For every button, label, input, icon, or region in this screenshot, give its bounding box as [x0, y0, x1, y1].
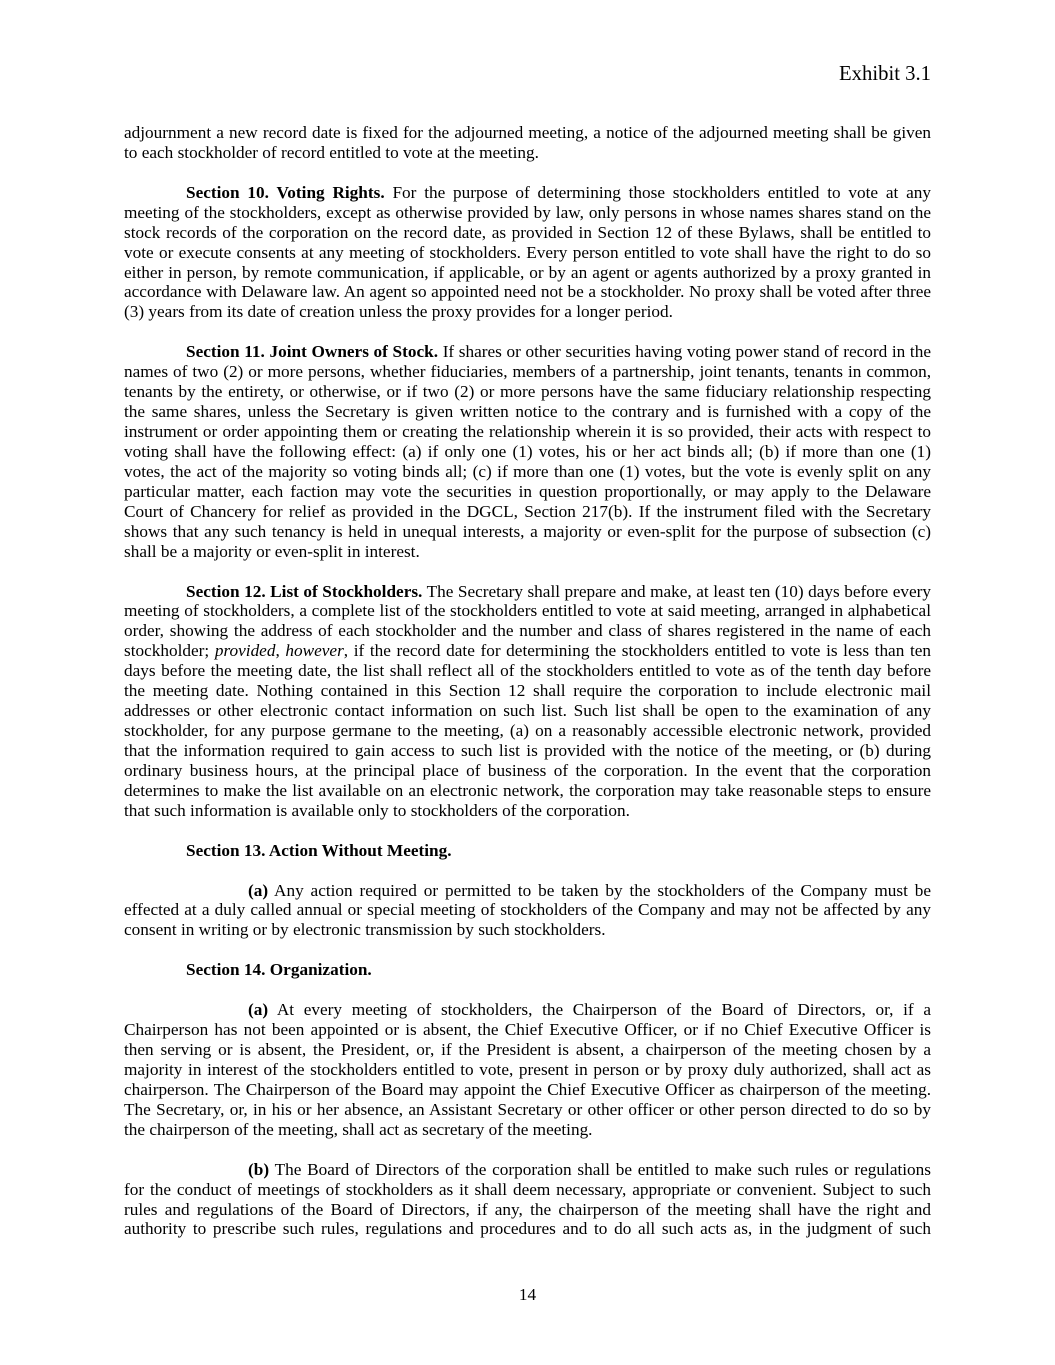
line-text: At every meeting of stockholders, the Chairperson of the Board of Directors, or, if a: [276, 1000, 931, 1020]
line-text: The Board of Directors of the corporation shall be entitled to make such rules or regulations: [274, 1159, 931, 1179]
section-13-heading-block: [124, 841, 931, 861]
section-14-heading-block: [124, 960, 931, 980]
text-line: order, showing the address of each stockholder and the number and class of shares registered in the name of each: [124, 621, 931, 641]
line-text: Any action required or permitted to be taken by the stockholders of the Company must be: [274, 880, 931, 900]
italic-term-provided: provided: [214, 641, 276, 661]
section-heading: Section 12. List of Stockholders.: [186, 581, 423, 601]
text-line: votes, the act of the majority so voting binds all; (c) if more than one (1) votes, but the vote is evenly split on any: [124, 461, 931, 481]
text-line: to each stockholder of record entitled to vote at the meeting.: [124, 142, 539, 162]
paragraph-continuation: [124, 123, 931, 163]
text-line: for the conduct of meetings of stockholders as it shall deem necessary, appropriate or convenient. Subject to such: [124, 1179, 931, 1199]
line-text: stockholder;: [124, 641, 210, 661]
subsection-label: (b): [248, 1159, 270, 1179]
text-line: accordance with Delaware law. An agent so appointed need not be a stockholder. No proxy shall be voted after three: [124, 282, 931, 302]
section-heading: Section 11. Joint Owners of Stock.: [186, 342, 439, 362]
section-11-paragraph: [124, 342, 931, 561]
text-line: shows that any such tenancy is held in unequal interests, a majority or even-split for the purpose of subsection (c): [124, 521, 931, 541]
text-line: [124, 881, 931, 901]
line-text: For the purpose of determining those stockholders entitled to vote at any: [392, 182, 931, 202]
section-12-paragraph: [124, 582, 931, 821]
subsection-label: (a): [248, 880, 269, 900]
text-line: authority to prescribe such rules, regulations and procedures and to do all such acts as, in the judgment of such: [124, 1219, 931, 1239]
text-line: vote or execute consents at any meeting of stockholders. Every person entitled to vote shall have the right to do so: [124, 242, 931, 262]
subsection-label: (a): [248, 1000, 269, 1020]
text-line: [124, 183, 931, 203]
text-line: determines to make the list available on an electronic network, the corporation may take reasonable steps to ensure: [124, 780, 931, 800]
section-heading: Section 13. Action Without Meeting.: [186, 840, 452, 860]
text-line: ordinary business hours, at the principal place of business of the corporation. In the event that the corporation: [124, 760, 931, 780]
italic-term-however: however: [285, 641, 344, 661]
text-line: rules and regulations of the Board of Directors, if any, the chairperson of the meeting shall have the right and: [124, 1199, 931, 1219]
text-line: Court of Chancery for relief as provided in the DGCL, Section 217(b). If the instrument filed with the Secretary: [124, 501, 931, 521]
text-line: the same shares, unless the Secretary is given written notice to the contrary and is furnished with a copy of the: [124, 402, 931, 422]
text-line: [124, 641, 931, 661]
text-line: majority in interest of the stockholders entitled to vote, present in person or by proxy duly authorized, shall act as: [124, 1059, 931, 1079]
text-line: adjournment a new record date is fixed for the adjourned meeting, a notice of the adjourned meeting shall be given: [124, 123, 931, 142]
text-line: [124, 1160, 931, 1180]
text-line: meeting of the stockholders, except as otherwise provided by law, only persons in whose names shares stand on the: [124, 202, 931, 222]
text-line: instrument or order appointing them or creating the relationship wherein it is so provided, their acts with respect to: [124, 422, 931, 442]
text-line: names of two (2) or more persons, whether fiduciaries, members of a partnership, joint tenants, tenants in common,: [124, 362, 931, 382]
text-line: [124, 582, 931, 602]
text-line: Chairperson has not been appointed or is absent, the Chief Executive Officer, or if no Chief Executive Officer is: [124, 1020, 931, 1040]
line-text: ,: [275, 641, 280, 661]
text-line: the chairperson of the meeting, shall act as secretary of the meeting.: [124, 1119, 593, 1139]
section-14-subsection-a: [124, 1000, 931, 1140]
text-line: days before the meeting date, the list shall reflect all of the stockholders entitled to vote as of the tenth day before: [124, 661, 931, 681]
text-line: voting shall have the following effect: (a) if only one (1) votes, his or her act binds all; (b) if more than one (1): [124, 441, 931, 461]
text-line: then serving or is absent, the President, or, if the President is absent, a chairperson of the meeting chosen by a: [124, 1040, 931, 1060]
section-heading: Section 14. Organization.: [186, 960, 372, 980]
line-text: If shares or other securities having voting power stand of record in the: [442, 342, 931, 362]
text-line: The Secretary, or, in his or her absence, an Assistant Secretary or other officer or other person directed to do so by: [124, 1099, 931, 1119]
document-body: [124, 123, 931, 1259]
text-line: shall be a majority or even-split in interest.: [124, 541, 420, 561]
text-line: tenants by the entirety, or otherwise, or if two (2) or more persons have the same fiduciary relationship respecting: [124, 382, 931, 402]
text-line: [124, 342, 931, 362]
text-line: addresses or other electronic contact information on such list. Such list shall be open to the examination of any: [124, 701, 931, 721]
text-line: (3) years from its date of creation unless the proxy provides for a longer period.: [124, 302, 673, 322]
text-line: chairperson. The Chairperson of the Board may appoint the Chief Executive Officer as chairperson of the meeting.: [124, 1079, 931, 1099]
text-line: [124, 1000, 931, 1020]
text-line: particular matter, each faction may vote the securities in question proportionally, or may apply to the Delaware: [124, 481, 931, 501]
exhibit-label: Exhibit 3.1: [839, 63, 931, 85]
section-14-subsection-b: [124, 1160, 931, 1240]
section-heading: Section 10. Voting Rights.: [186, 182, 385, 202]
text-line: consent in writing or by electronic transmission by such stockholders.: [124, 920, 606, 940]
section-10-paragraph: [124, 183, 931, 323]
text-line: that the information required to gain access to such list is provided with the notice of the meeting, or (b) during: [124, 741, 931, 761]
page-number: 14: [518, 1285, 537, 1304]
text-line: meeting of stockholders, a complete list of the stockholders entitled to vote at said meeting, arranged in alphabetical: [124, 601, 931, 621]
text-line: effected at a duly called annual or special meeting of stockholders of the Company and may not be affected by any: [124, 900, 931, 920]
line-text: , if the record date for determining the stockholders entitled to vote is less than ten: [343, 641, 931, 661]
text-line: the meeting date. Nothing contained in this Section 12 shall require the corporation to include electronic mail: [124, 681, 931, 701]
text-line: stock records of the corporation on the record date, as provided in Section 12 of these Bylaws, shall be entitled to: [124, 222, 931, 242]
text-line: that such information is available only to stockholders of the corporation.: [124, 800, 630, 820]
text-line: stockholder, for any purpose germane to the meeting, (a) on a reasonably accessible electronic network, provided: [124, 721, 931, 741]
line-text: The Secretary shall prepare and make, at least ten (10) days before every: [426, 581, 931, 601]
section-13-subsection-a: [124, 881, 931, 941]
text-line: either in person, by remote communication, if applicable, or by an agent or agents authorized by a proxy granted in: [124, 262, 931, 282]
